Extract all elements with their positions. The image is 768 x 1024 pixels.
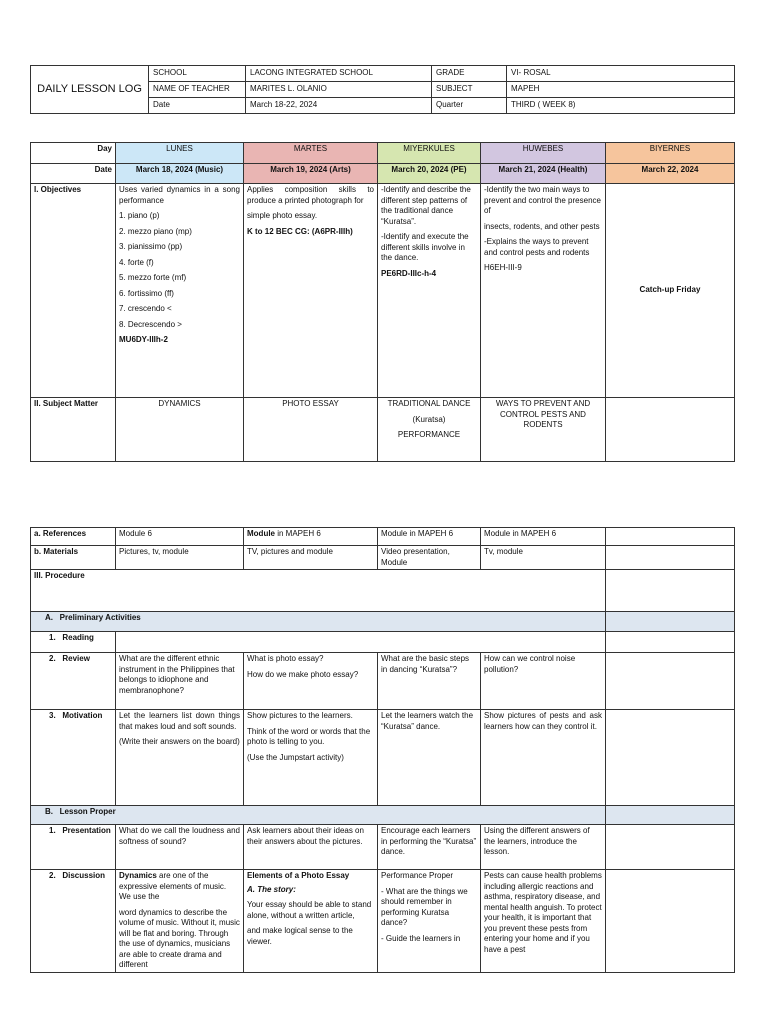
materials-label: b. Materials: [31, 546, 116, 570]
subject-matter-label: II. Subject Matter: [31, 398, 116, 462]
grade-label: GRADE: [432, 66, 507, 82]
subject-matter-martes: PHOTO ESSAY: [244, 398, 378, 462]
objective-intro: Uses varied dynamics in a song performance: [119, 185, 240, 205]
reading-label: 1. Reading: [31, 632, 116, 653]
presentation-miyerkules: Encourage each learners in performing the “Kuratsa” dance.: [378, 825, 481, 870]
day-lunes: LUNES: [116, 143, 244, 164]
objective-text: insects, rodents, and other pests: [484, 221, 600, 231]
motivation-text: Let the learners list down things that makes loud and soft sounds.: [119, 711, 240, 731]
motivation-huwebes: Show pictures of pests and ask learners how can they control it.: [481, 710, 606, 806]
references-lunes: Module 6: [116, 528, 244, 546]
discussion-text: Performance Proper: [381, 871, 454, 880]
dynamics-item: 3. pianissimo (pp): [119, 242, 183, 251]
dynamics-item: 7. crescendo <: [119, 304, 172, 313]
review-question: How do we make photo essay?: [247, 669, 359, 679]
school-label: SCHOOL: [149, 66, 246, 82]
dynamics-item: 5. mezzo forte (mf): [119, 273, 187, 282]
review-label: 2. Review: [31, 653, 116, 710]
review-huwebes: How can we control noise pollution?: [481, 653, 606, 710]
discussion-martes: [244, 870, 378, 973]
materials-martes: TV, pictures and module: [244, 546, 378, 570]
objective-text: -Identify and describe the different step patterns of the traditional dance “Kuratsa”.: [381, 185, 471, 226]
subject-label: SUBJECT: [432, 82, 507, 98]
discussion-lunes: [116, 870, 244, 973]
presentation-huwebes: Using the different answers of the learners, introduce the lesson.: [481, 825, 606, 870]
discussion-text-rest: are one of the expressive elements of music. We use the: [119, 871, 227, 901]
references-huwebes: Module in MAPEH 6: [481, 528, 606, 546]
dynamics-item: 1. piano (p): [119, 211, 160, 220]
discussion-biyernes: [606, 870, 735, 973]
motivation-biyernes: [606, 710, 735, 806]
preliminary-biyernes: [606, 612, 735, 632]
day-martes: MARTES: [244, 143, 378, 164]
discussion-text: [119, 871, 240, 903]
photo-essay-story-subtitle: A. The story:: [247, 884, 296, 894]
subject-matter-line: PERFORMANCE: [397, 430, 461, 439]
presentation-biyernes: [606, 825, 735, 870]
photo-essay-elements-title: Elements of a Photo Essay: [247, 871, 350, 880]
subject-matter-line: (Kuratsa): [412, 414, 446, 424]
references-martes-bold: Module: [247, 529, 275, 538]
discussion-huwebes: Pests can cause health problems including allergic reactions and asthma, respiratory disease, and mental health anguish. To protect your health, it is important that you prevent these pests from entering your home and if you have a pest: [481, 870, 606, 973]
school-value: LACONG INTEGRATED SCHOOL: [246, 66, 432, 82]
dynamics-item: 2. mezzo piano (mp): [119, 226, 192, 236]
subject-value: MAPEH: [507, 82, 735, 98]
motivation-label: 3. Motivation: [31, 710, 116, 806]
references-miyerkules: Module in MAPEH 6: [378, 528, 481, 546]
date-miyerkules: March 20, 2024 (PE): [378, 164, 481, 184]
teacher-label: NAME OF TEACHER: [149, 82, 246, 98]
date-row-label: Date: [31, 164, 116, 184]
date-martes: March 19, 2024 (Arts): [244, 164, 378, 184]
dynamics-item: 6. fortissimo (ff): [119, 288, 174, 298]
lesson-log-header: [30, 65, 735, 114]
presentation-martes: Ask learners about their ideas on their answers about the pictures.: [244, 825, 378, 870]
materials-biyernes: [606, 546, 735, 570]
objectives-martes: [244, 184, 378, 398]
day-miyerkules: MIYERKULES: [378, 143, 481, 164]
procedure-biyernes: [606, 570, 735, 612]
motivation-miyerkules: Let the learners watch the “Kuratsa” dance.: [378, 710, 481, 806]
competency-code: H6EH-III-9: [484, 263, 522, 272]
objective-text: -Explains the ways to prevent and control pests and rodents: [484, 237, 590, 257]
day-biyernes: BIYERNES: [606, 143, 735, 164]
reading-biyernes: [606, 632, 735, 653]
grade-value: VI- ROSAL: [507, 66, 735, 82]
discussion-label: 2. Discussion: [31, 870, 116, 973]
references-biyernes: [606, 528, 735, 546]
quarter-label: Quarter: [432, 98, 507, 114]
objectives-huwebes: [481, 184, 606, 398]
procedure-label: III. Procedure: [31, 570, 606, 612]
date-value: March 18-22, 2024: [246, 98, 432, 114]
date-huwebes: March 21, 2024 (Health): [481, 164, 606, 184]
lesson-table-part-1: [30, 142, 735, 462]
motivation-martes: [244, 710, 378, 806]
objective-text: -Identify the two main ways to prevent and control the presence of: [484, 185, 601, 215]
materials-miyerkules: Video presentation, Module: [378, 546, 481, 570]
discussion-text: Your essay should be able to stand alone, without a written article,: [247, 900, 372, 920]
lesson-proper-label: B. Lesson Proper: [31, 806, 606, 825]
teacher-value: MARITES L. OLANIO: [246, 82, 432, 98]
competency-code: K to 12 BEC CG: (A6PR-IIIh): [247, 226, 353, 236]
objectives-label: I. Objectives: [31, 184, 116, 398]
subject-matter-line: TRADITIONAL DANCE: [387, 399, 471, 408]
motivation-text: Think of the word or words that the photo is telling to you.: [247, 726, 371, 746]
presentation-label: 1. Presentation: [31, 825, 116, 870]
subject-matter-huwebes: WAYS TO PREVENT AND CONTROL PESTS AND RODENTS: [481, 398, 606, 462]
objectives-miyerkules: [378, 184, 481, 398]
preliminary-activities-label: A. Preliminary Activities: [31, 612, 606, 632]
day-label: Day: [31, 143, 116, 164]
objective-text: simple photo essay.: [247, 211, 318, 220]
discussion-text: and make logical sense to the viewer.: [247, 926, 353, 946]
day-huwebes: HUWEBES: [481, 143, 606, 164]
motivation-text: (Write their answers on the board): [119, 737, 240, 746]
subject-matter-lunes: DYNAMICS: [116, 398, 244, 462]
discussion-text: word dynamics to describe the volume of music. Without it, music will be flat and boring. Through the use of dynamics, musicians are able to create drama and different: [119, 907, 240, 969]
quarter-value: THIRD ( WEEK 8): [507, 98, 735, 114]
reading-content: [116, 632, 606, 653]
objectives-biyernes: Catch-up Friday: [606, 184, 735, 398]
motivation-text: Show pictures to the learners.: [247, 711, 353, 720]
objective-text: Applies composition skills to produce a printed photograph for: [247, 185, 374, 205]
motivation-lunes: [116, 710, 244, 806]
date-label: Date: [149, 98, 246, 114]
objectives-lunes: [116, 184, 244, 398]
subject-matter-biyernes: [606, 398, 735, 462]
dynamics-item: 8. Decrescendo >: [119, 319, 182, 329]
competency-code: PE6RD-IIIc-h-4: [381, 268, 437, 278]
competency-code: MU6DY-IIIh-2: [119, 335, 168, 344]
lesson-proper-biyernes: [606, 806, 735, 825]
motivation-text: (Use the Jumpstart activity): [247, 752, 344, 762]
presentation-lunes: What do we call the loudness and softness of sound?: [116, 825, 244, 870]
lesson-table-part-2: [30, 527, 735, 973]
log-title: DAILY LESSON LOG: [31, 66, 149, 114]
review-miyerkules: What are the basic steps in dancing “Kuratsa”?: [378, 653, 481, 710]
review-question: What is photo essay?: [247, 654, 324, 663]
discussion-text: - Guide the learners in: [381, 933, 461, 943]
materials-lunes: Pictures, tv, module: [116, 546, 244, 570]
review-biyernes: [606, 653, 735, 710]
discussion-miyerkules: [378, 870, 481, 973]
references-martes-rest: in MAPEH 6: [275, 529, 321, 538]
materials-huwebes: Tv, module: [481, 546, 606, 570]
review-lunes: What are the different ethnic instrument in the Philippines that belongs to idiophone and membranophone?: [116, 653, 244, 710]
date-biyernes: March 22, 2024: [606, 164, 735, 184]
subject-matter-miyerkules: [378, 398, 481, 462]
date-lunes: March 18, 2024 (Music): [116, 164, 244, 184]
references-martes: [244, 528, 378, 546]
objective-text: -Identify and execute the different skills involve in the dance.: [381, 232, 469, 262]
dynamics-item: 4. forte (f): [119, 257, 154, 267]
discussion-text: - What are the things we should remember in performing Kuratsa dance?: [381, 886, 468, 927]
dynamics-term: Dynamics: [119, 871, 157, 880]
references-label: a. References: [31, 528, 116, 546]
review-martes: [244, 653, 378, 710]
